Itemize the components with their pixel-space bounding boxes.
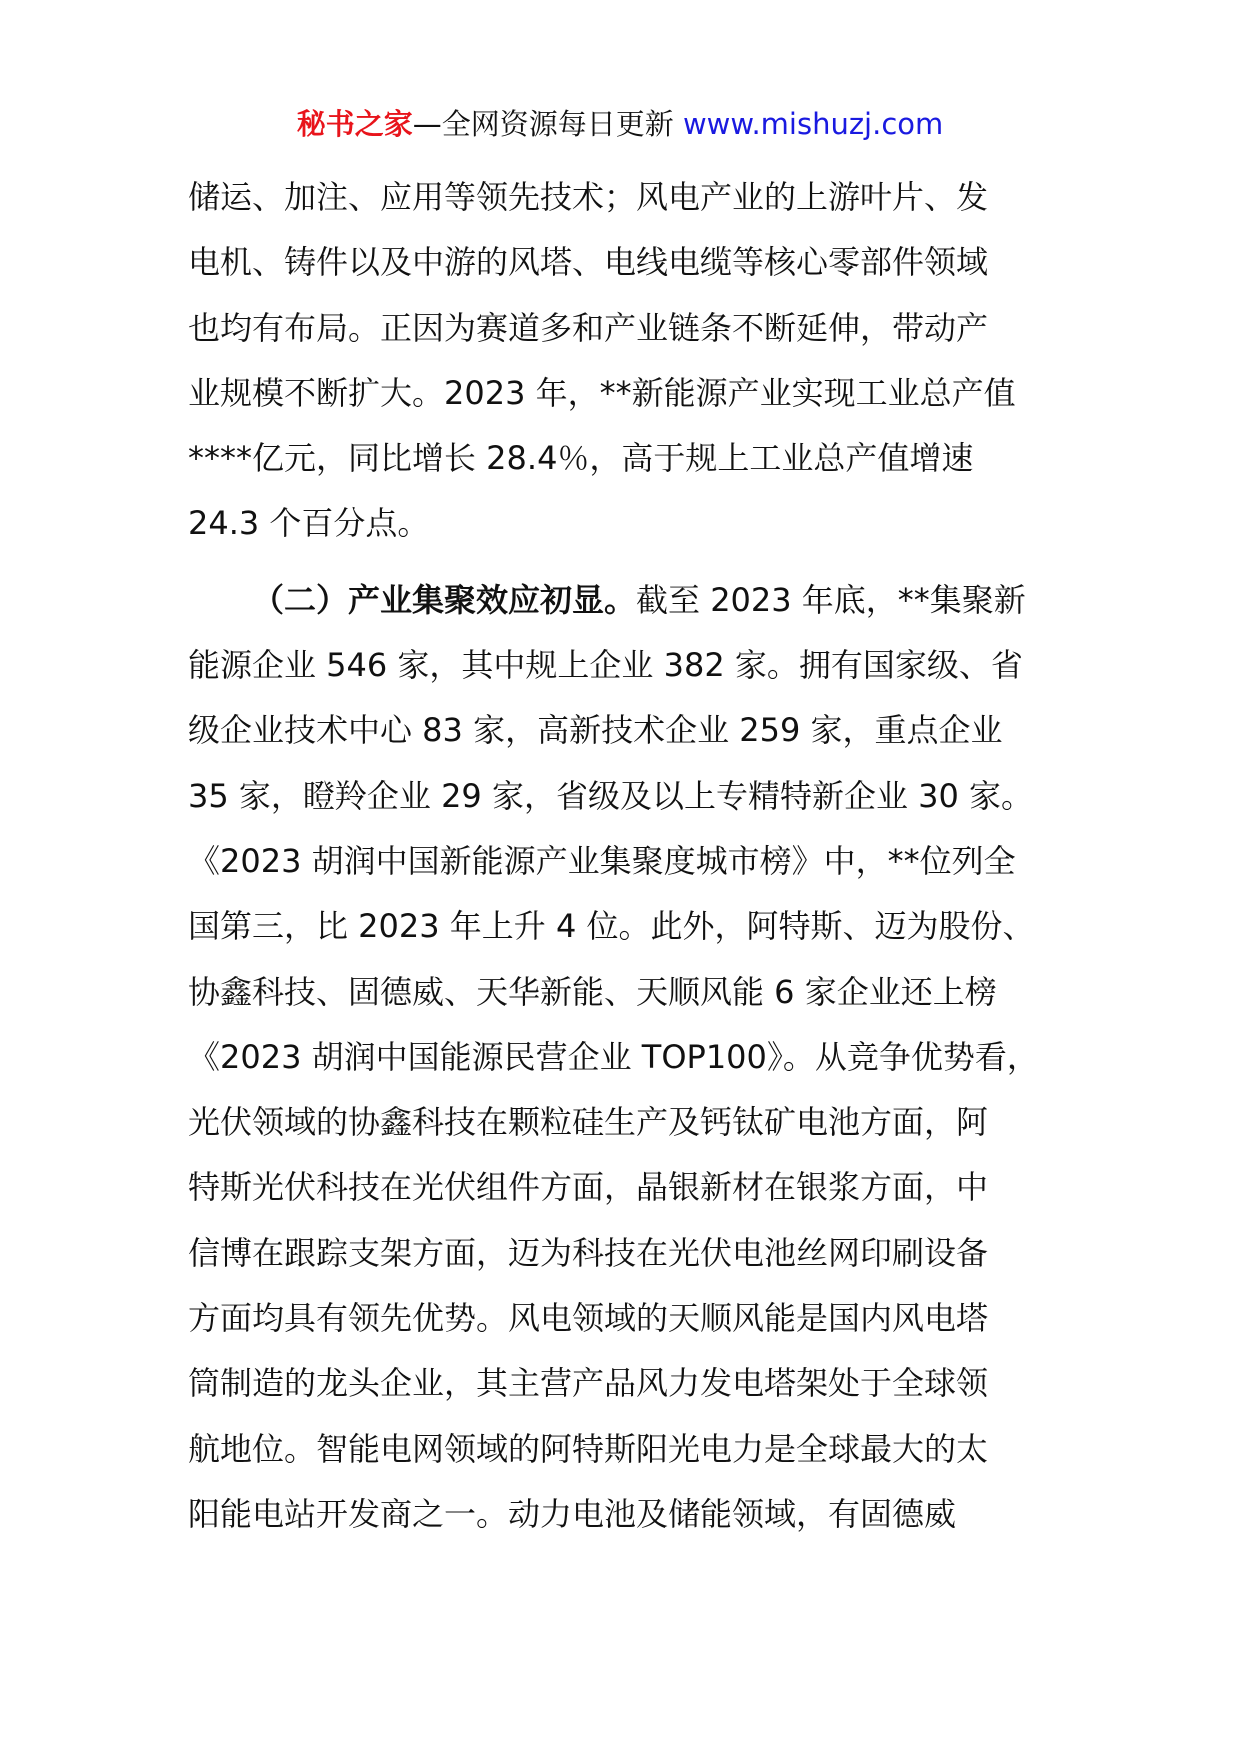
paragraph-line: 阳能电站开发商之一。动力电池及储能领域，有固德威 <box>188 1494 957 1533</box>
paragraph-line: 能源企业 546 家，其中规上企业 382 家。拥有国家级、省 <box>188 646 1023 685</box>
paragraph-line: 也均有布局。正因为赛道多和产业链条不断延伸，带动产 <box>188 308 989 347</box>
paragraph-line: 协鑫科技、固德威、天华新能、天顺风能 6 家企业还上榜 <box>188 972 997 1011</box>
page-header <box>0 104 1240 144</box>
paragraph-line: 级企业技术中心 83 家，高新技术企业 259 家，重点企业 <box>188 711 1003 750</box>
header-tagline: —全网资源每日更新 <box>412 107 674 141</box>
paragraph-line: 航地位。智能电网领域的阿特斯阳光电力是全球最大的太 <box>188 1429 989 1468</box>
section-heading: （二）产业集聚效应初显。 <box>252 580 637 619</box>
paragraph-line: 《2023 胡润中国新能源产业集聚度城市榜》中，**位列全 <box>188 841 1016 880</box>
paragraph-line: ****亿元，同比增长 28.4％，高于规上工业总产值增速 <box>188 439 974 478</box>
paragraph-line: 特斯光伏科技在光伏组件方面，晶银新材在银浆方面，中 <box>188 1168 989 1207</box>
paragraph-line: 筒制造的龙头企业，其主营产品风力发电塔架处于全球领 <box>188 1364 989 1403</box>
paragraph-line: 业规模不断扩大。2023 年，**新能源产业实现工业总产值 <box>188 373 1016 412</box>
paragraph-line: 电机、铸件以及中游的风塔、电线电缆等核心零部件领域 <box>188 243 989 282</box>
paragraph-line: 储运、加注、应用等领先技术；风电产业的上游叶片、发 <box>188 178 989 216</box>
paragraph-line: 24.3 个百分点。 <box>188 504 430 543</box>
paragraph-line: 35 家，瞪羚企业 29 家，省级及以上专精特新企业 30 家。 <box>188 776 1034 815</box>
paragraph-line: 国第三，比 2023 年上升 4 位。此外，阿特斯、迈为股份、 <box>188 907 1035 946</box>
paragraph-first-line <box>188 568 1088 633</box>
paragraph-line: 光伏领域的协鑫科技在颗粒硅生产及钙钛矿电池方面，阿 <box>188 1103 989 1142</box>
website-link[interactable]: www.mishuzj.com <box>682 107 944 141</box>
paragraph-line: 方面均具有领先优势。风电领域的天顺风能是国内风电塔 <box>188 1299 989 1338</box>
brand-name: 秘书之家 <box>296 107 413 141</box>
paragraph-line: 信博在跟踪支架方面，迈为科技在光伏电池丝网印刷设备 <box>188 1233 989 1272</box>
paragraph-line: 《2023 胡润中国能源民营企业 TOP100》。从竞争优势看， <box>188 1037 1039 1076</box>
paragraph-spacer <box>188 557 1088 568</box>
document-body <box>188 165 1088 1547</box>
paragraph-1 <box>188 165 1088 557</box>
paragraph-2 <box>188 568 1088 1547</box>
first-line-text: 截至 2023 年底，**集聚新 <box>636 580 1026 619</box>
